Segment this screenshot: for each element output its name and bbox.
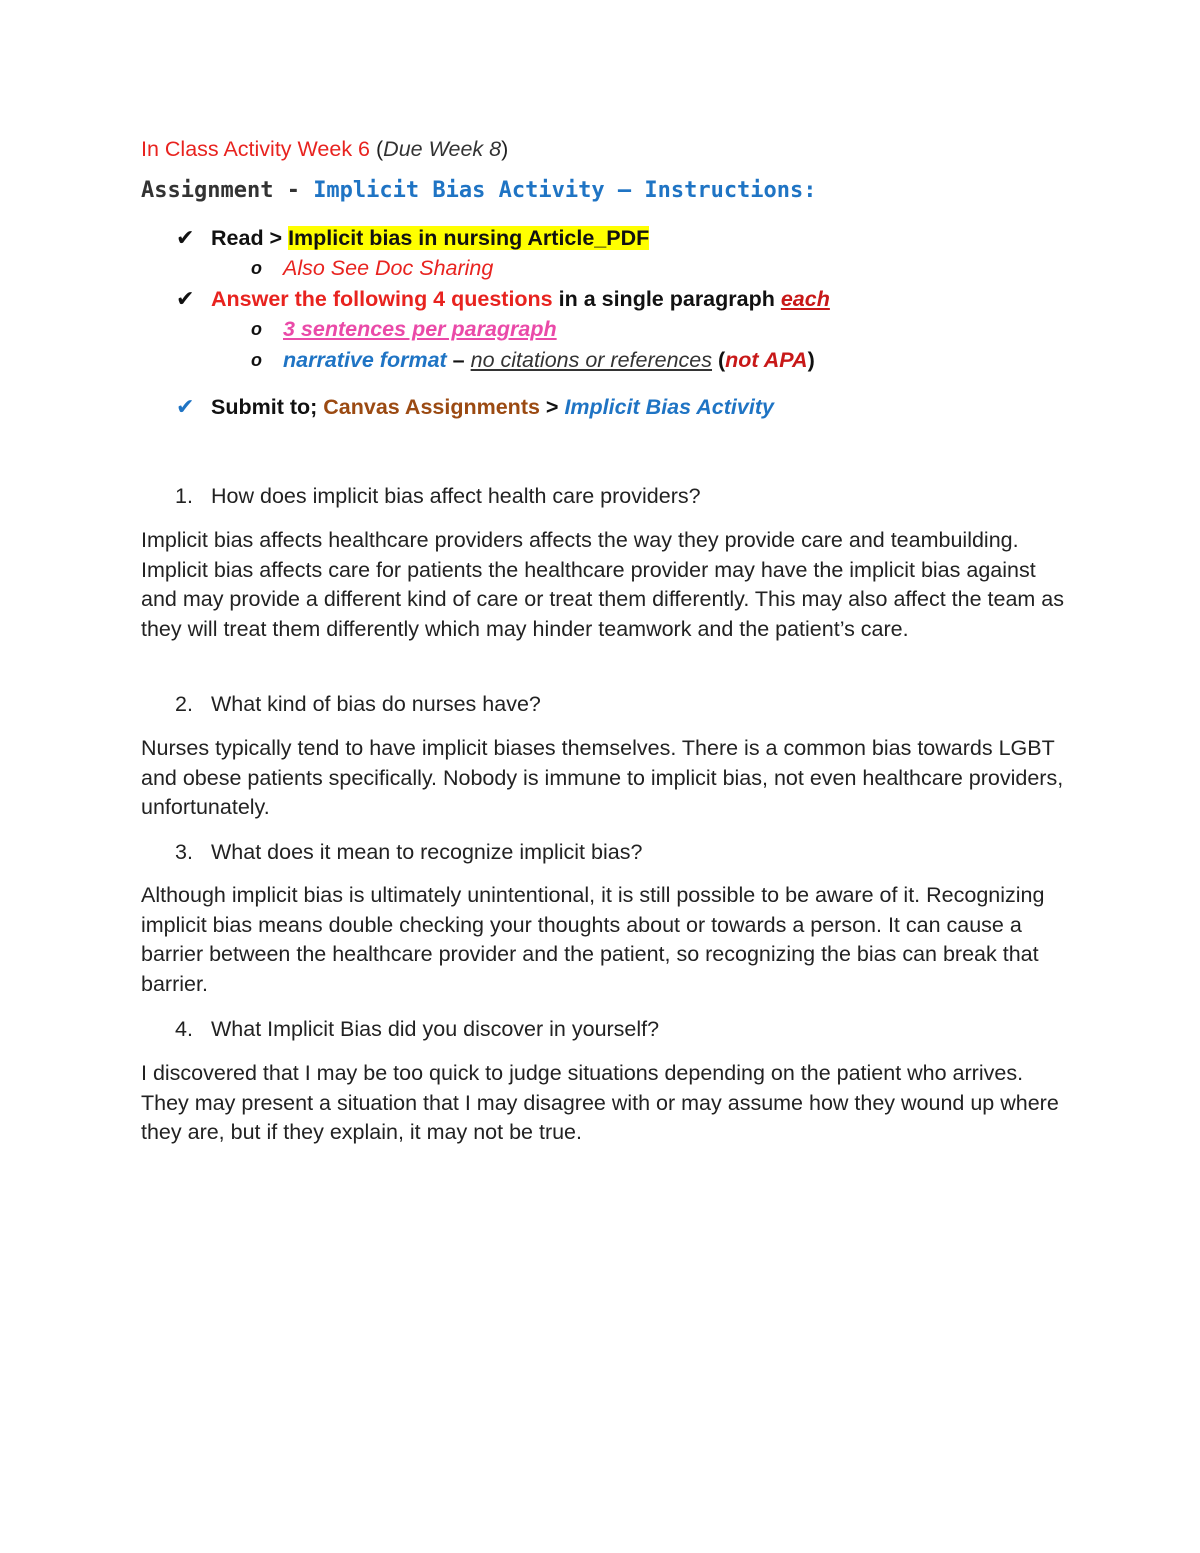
answer-paragraph: Although implicit bias is ultimately unintentional, it is still possible to be aware of it. Recognizing implicit bias means double checking your thoughts about or towards a person. It can cause a barrier between the healthcare provider and the patient, so recognizing the bias can break that barrier.: [141, 883, 1045, 996]
answer-paragraph: in a single paragraph: [552, 287, 781, 311]
apa-paren-open: (: [712, 348, 726, 372]
sentences-per-paragraph: 3 sentences per paragraph: [283, 317, 557, 341]
check-icon: ✔: [176, 225, 195, 250]
narrative-format-line: [283, 345, 815, 375]
question-number: 1.: [175, 484, 193, 508]
apa-paren-close: ): [807, 348, 815, 372]
submit-arrow: >: [539, 395, 565, 419]
read-label: Read >: [211, 226, 289, 250]
answer-paragraph: Implicit bias affects healthcare providers affects the way they provide care and teambuilding. Implicit bias affects care for patients the healthcare provider may have the implicit bias against and may provide a different kind of care or treat them differently. This may also affect the team as they will treat them differently which may hinder teamwork and the patient’s care.: [141, 528, 1064, 641]
submit-label: Submit to;: [211, 395, 324, 419]
bullet-submit: [211, 392, 774, 422]
question-number: 3.: [175, 840, 193, 864]
check-icon: ✔: [176, 394, 195, 419]
bullet-read: [211, 223, 649, 253]
answer-each: each: [780, 287, 830, 311]
question-text: What does it mean to recognize implicit bias?: [211, 840, 643, 864]
assignment-name: Implicit Bias Activity: [313, 178, 605, 203]
assignment-title: [141, 176, 817, 206]
assignment-prefix: Assignment -: [141, 178, 314, 203]
not-apa: not APA: [725, 348, 808, 372]
due-date: Due Week 8: [383, 137, 502, 161]
activity-header: [141, 134, 508, 164]
assignment-suffix: Instructions:: [644, 178, 817, 203]
no-citations: no citations or references: [470, 348, 713, 372]
question-text: What kind of bias do nurses have?: [211, 692, 541, 716]
narrative-dash: –: [446, 348, 471, 372]
activity-title: In Class Activity Week 6: [141, 137, 371, 161]
answer-paragraph: I discovered that I may be too quick to judge situations depending on the patient who arrives. They may present a situation that I may disagree with or may assume how they wound up where they are, but if they explain, it may not be true.: [141, 1061, 1059, 1145]
paren-open: (: [376, 137, 384, 161]
assignment-dash: –: [604, 178, 645, 203]
bullet-answer: [211, 284, 830, 314]
question-text: What Implicit Bias did you discover in yourself?: [211, 1017, 660, 1041]
circle-bullet-icon: o: [251, 319, 262, 339]
circle-bullet-icon: o: [251, 350, 262, 370]
answer-instruction: Answer the following 4 questions: [211, 287, 553, 311]
submit-canvas: Canvas Assignments: [323, 395, 540, 419]
paren-close: ): [501, 137, 509, 161]
answer-paragraph: Nurses typically tend to have implicit biases themselves. There is a common bias towards LGBT and obese patients specifically. Nobody is immune to implicit bias, not even healthcare providers, unfortunately.: [141, 736, 1064, 820]
circle-bullet-icon: o: [251, 258, 262, 278]
submit-activity: Implicit Bias Activity: [564, 395, 774, 419]
read-article-link[interactable]: Implicit bias in nursing Article_PDF: [288, 226, 650, 250]
question-number: 4.: [175, 1017, 193, 1041]
check-icon: ✔: [176, 286, 195, 311]
also-see-doc-sharing: Also See Doc Sharing: [283, 256, 494, 280]
narrative-format: narrative format: [283, 348, 447, 372]
question-text: How does implicit bias affect health care providers?: [211, 484, 701, 508]
question-number: 2.: [175, 692, 193, 716]
